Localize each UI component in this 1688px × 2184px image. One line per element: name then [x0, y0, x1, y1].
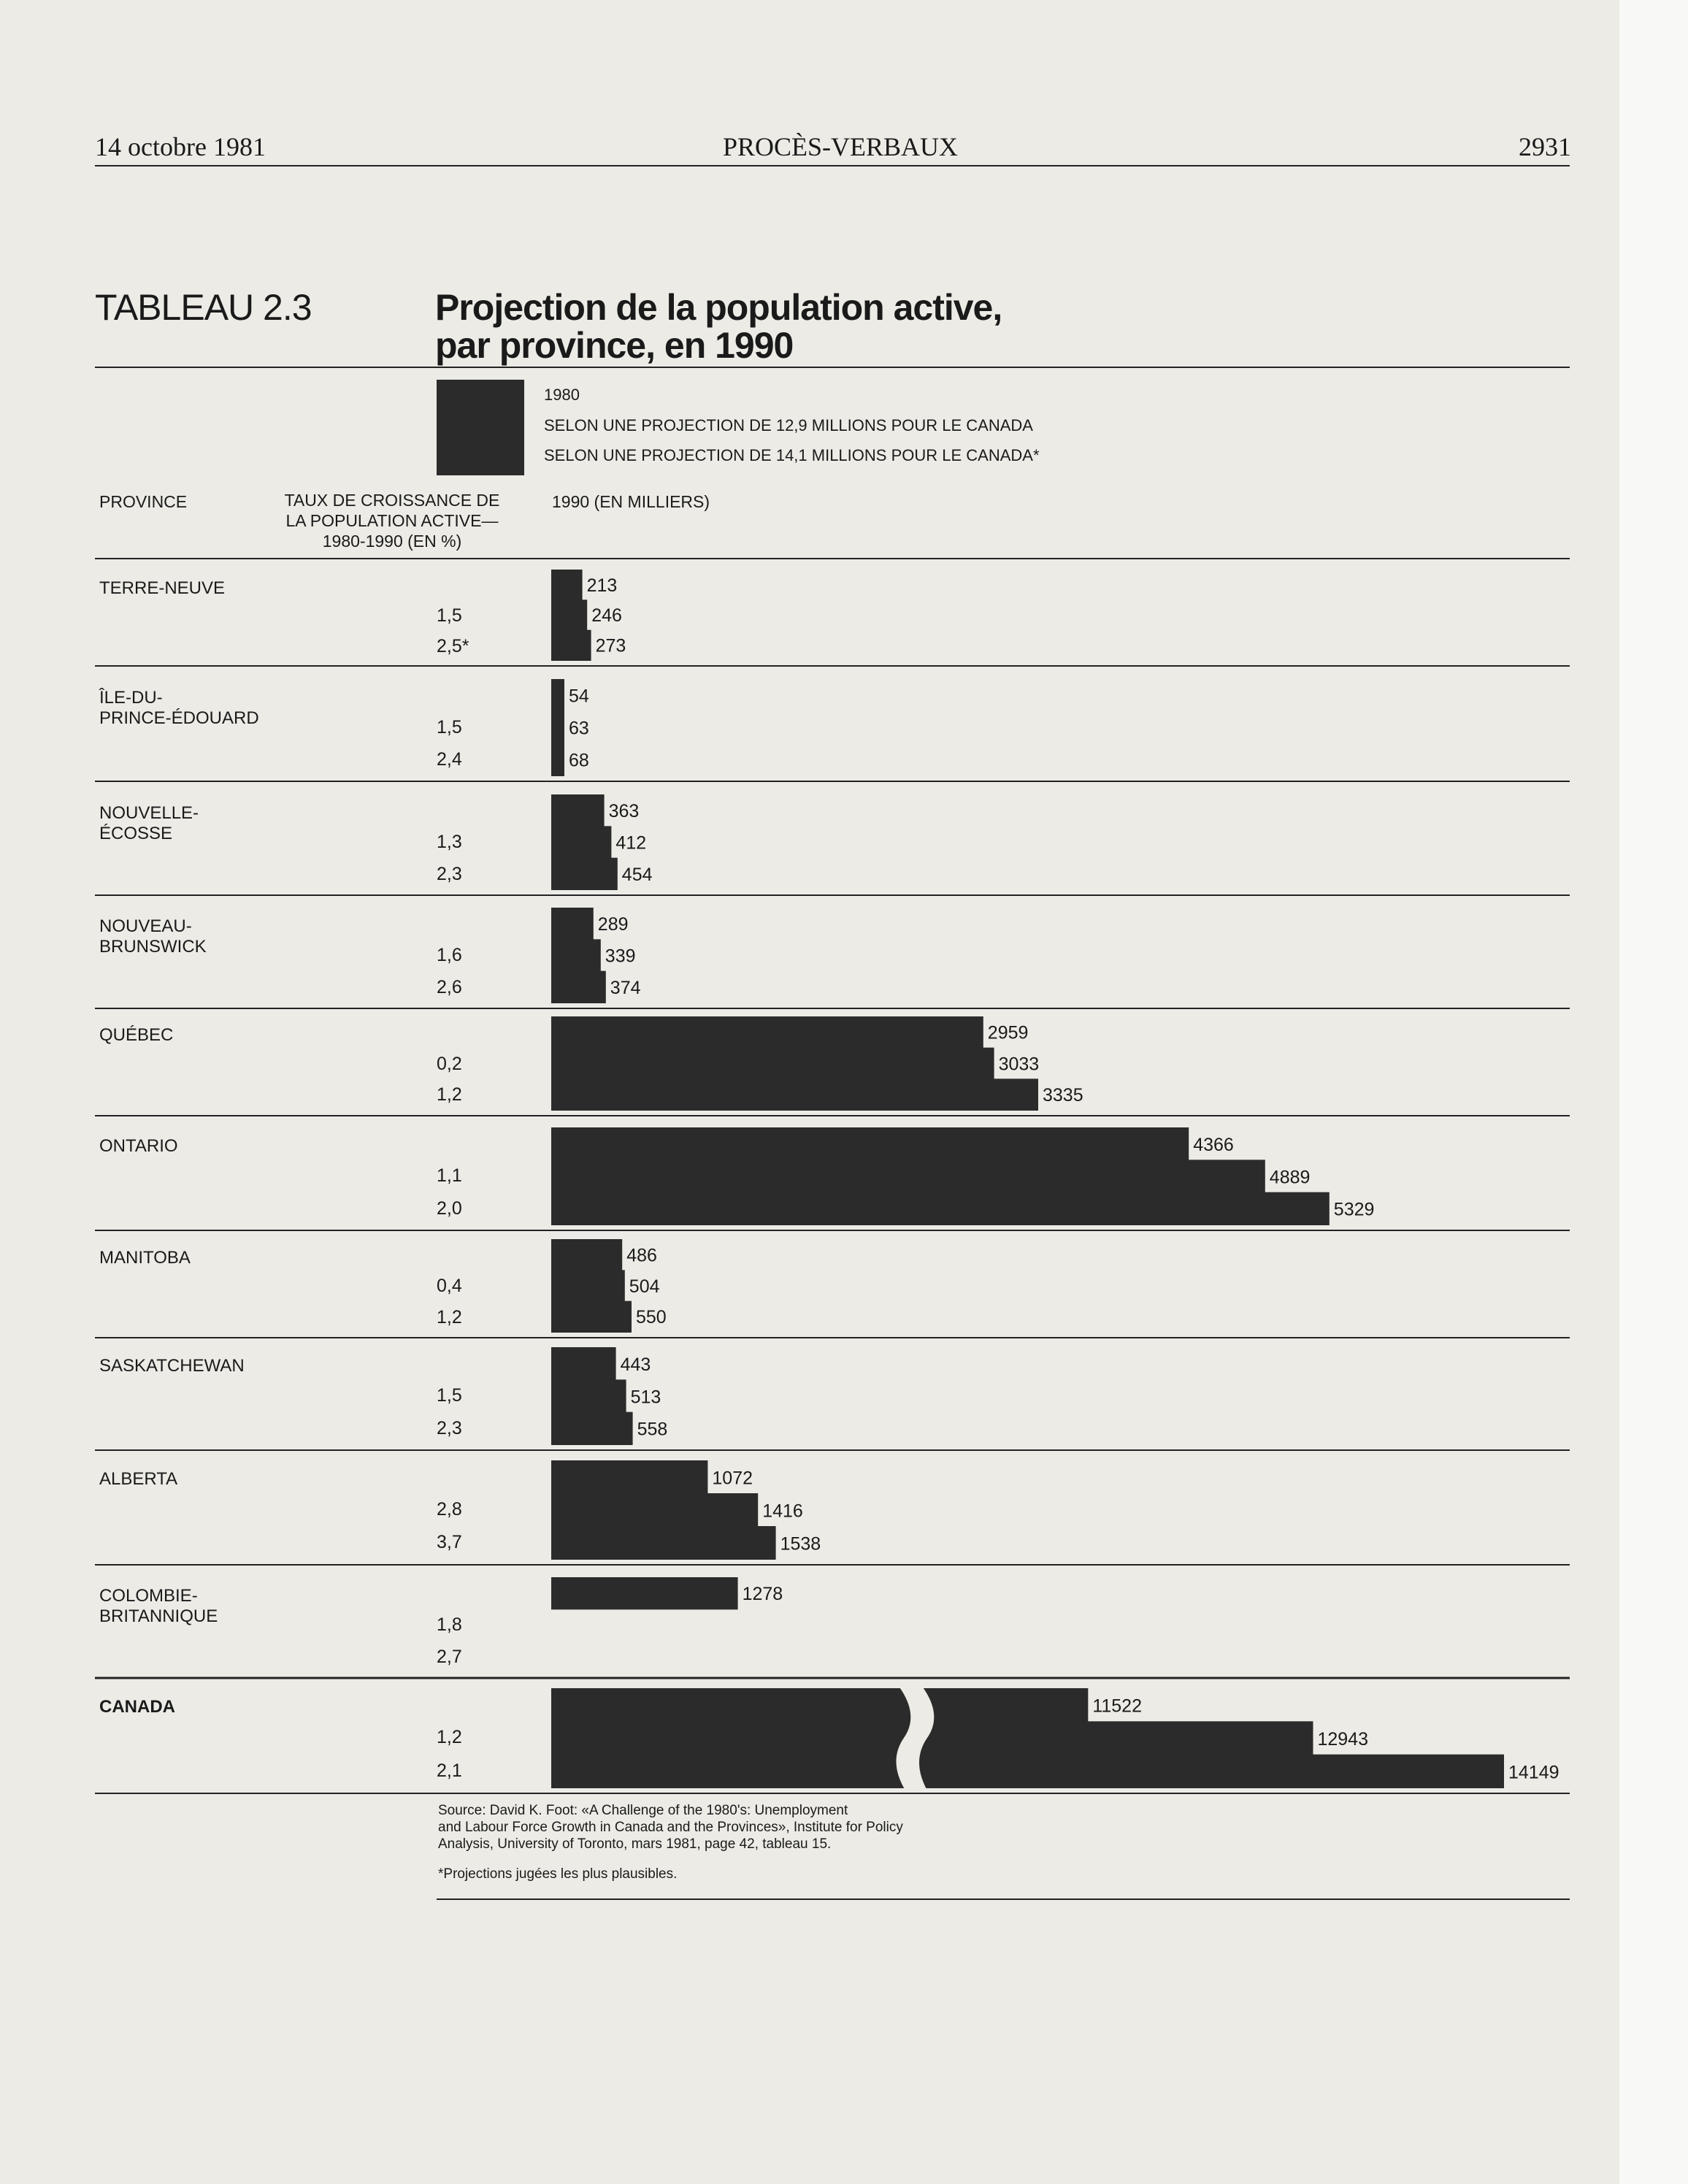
growth-rate: 2,5*	[437, 635, 469, 656]
bar-segment	[551, 743, 564, 776]
province-name-line: TERRE-NEUVE	[99, 578, 226, 598]
province-bar-group	[551, 1127, 1374, 1225]
province-bar-group	[551, 1016, 1083, 1111]
bar-value-label: 14149	[1508, 1762, 1560, 1783]
bar-segment	[551, 1688, 1088, 1722]
province-name-line: SASKATCHEWAN	[99, 1356, 245, 1376]
bar-value-label: 2959	[987, 1022, 1029, 1043]
bar-value-label: 3033	[998, 1054, 1040, 1075]
province-bar-group	[551, 570, 626, 661]
bar-segment	[551, 1347, 616, 1380]
growth-rate: 1,3	[437, 832, 462, 853]
bar-segment	[551, 1078, 1038, 1111]
bar-segment	[551, 570, 583, 600]
province-name-line: ONTARIO	[99, 1136, 178, 1156]
bar-value-label: 11522	[1092, 1696, 1143, 1717]
bar-segment	[551, 971, 606, 1003]
bar-value-label: 3335	[1043, 1085, 1083, 1106]
bar-segment	[551, 1270, 625, 1301]
province-bar-group	[551, 679, 589, 776]
growth-rate: 1,5	[437, 1385, 462, 1406]
source-line-1: Source: David K. Foot: «A Challenge of the 1980's: Unemployment	[438, 1803, 848, 1818]
bar-value-label: 513	[630, 1387, 661, 1408]
growth-rate: 2,4	[437, 749, 462, 770]
province-name-line: NOUVEAU-	[99, 916, 192, 936]
province-name-line: COLOMBIE-	[99, 1586, 198, 1606]
bar-segment	[551, 1239, 622, 1271]
bar-value-label: 504	[629, 1276, 660, 1297]
growth-rate: 2,3	[437, 863, 462, 884]
growth-rate: 3,7	[437, 1532, 462, 1552]
bar-value-label: 63	[569, 718, 589, 739]
bar-value-label: 213	[586, 575, 618, 596]
province-bar-group	[551, 1460, 821, 1560]
bar-segment	[551, 1016, 983, 1049]
chart-title-line-1: Projection de la population active,	[435, 287, 1002, 328]
source-line-3: Analysis, University of Toronto, mars 1981, page 42, tableau 15.	[438, 1836, 832, 1852]
growth-rate: 1,2	[437, 1084, 462, 1106]
growth-rate: 1,2	[437, 1727, 462, 1748]
growth-rate: 2,6	[437, 976, 462, 997]
growth-rate: 1,5	[437, 717, 462, 737]
bar-value-label: 339	[605, 946, 636, 967]
province-name-line: NOUVELLE-	[99, 803, 199, 823]
column-header-province: PROVINCE	[99, 492, 188, 511]
bar-segment	[551, 599, 587, 630]
growth-rate: 2,8	[437, 1499, 462, 1520]
legend-item-1980: 1980	[544, 386, 580, 404]
bar-value-label: 363	[608, 801, 640, 822]
growth-rate: 0,4	[437, 1276, 462, 1297]
bar-segment	[551, 1160, 1265, 1192]
province-bar-group	[551, 794, 653, 890]
bar-segment	[551, 1127, 1189, 1160]
bar-value-label: 1278	[742, 1584, 783, 1605]
bar-value-label: 273	[595, 635, 626, 656]
province-name-line: ALBERTA	[99, 1469, 178, 1489]
bar-segment	[551, 1460, 707, 1494]
header-page-number: 2931	[1519, 132, 1571, 161]
header-section: PROCÈS-VERBAUX	[723, 132, 959, 161]
bar-segment	[551, 1048, 994, 1080]
column-header-values: 1990 (EN MILLIERS)	[552, 492, 710, 511]
bar-value-label: 374	[610, 977, 641, 998]
bar-segment	[551, 1493, 758, 1527]
province-name-line: CANADA	[99, 1697, 175, 1717]
bar-value-label: 1538	[780, 1533, 821, 1555]
bar-segment	[551, 679, 564, 712]
bar-value-label: 1416	[762, 1501, 803, 1522]
growth-rate: 2,3	[437, 1417, 462, 1438]
bar-segment	[551, 1192, 1330, 1225]
growth-rate: 0,2	[437, 1053, 462, 1074]
legend-item-projection-14-1: SELON UNE PROJECTION DE 14,1 MILLIONS POUR LE CANADA*	[544, 446, 1040, 464]
growth-rate: 2,7	[437, 1646, 462, 1667]
bar-segment	[551, 1379, 626, 1412]
bar-value-label: 550	[636, 1307, 667, 1328]
bar-value-label: 1072	[712, 1468, 753, 1489]
chart-title-line-2: par province, en 1990	[435, 325, 794, 366]
bar-value-label: 68	[569, 750, 589, 771]
source-line-2: and Labour Force Growth in Canada and the Provinces», Institute for Policy	[438, 1820, 903, 1835]
bar-segment	[551, 794, 605, 827]
bar-segment	[551, 1577, 738, 1609]
source-citation	[438, 1802, 993, 1852]
growth-rate: 2,0	[437, 1198, 462, 1219]
legend-item-projection-12-9: SELON UNE PROJECTION DE 12,9 MILLIONS POUR LE CANADA	[544, 416, 1033, 434]
bar-value-label: 12943	[1317, 1728, 1369, 1750]
source-footnote: *Projections jugées les plus plausibles.	[438, 1866, 678, 1882]
province-name-line: MANITOBA	[99, 1248, 191, 1268]
province-name-line: ÉCOSSE	[99, 824, 173, 843]
bar-segment	[551, 1526, 776, 1560]
table-label: TABLEAU 2.3	[95, 287, 312, 328]
bar-value-label: 412	[615, 832, 647, 854]
bar-segment	[551, 826, 611, 858]
growth-rate: 1,6	[437, 945, 462, 966]
bar-segment	[551, 939, 601, 971]
growth-rate: 1,2	[437, 1306, 462, 1327]
column-header-rate-line-1: TAUX DE CROISSANCE DE	[284, 491, 500, 510]
growth-rate: 1,8	[437, 1614, 462, 1636]
column-header-rate-line-3: 1980-1990 (EN %)	[322, 532, 462, 551]
bar-segment	[551, 1412, 633, 1445]
province-bar-group	[551, 1577, 783, 1609]
bar-value-label: 246	[591, 605, 622, 627]
bar-value-label: 443	[620, 1354, 651, 1375]
bar-segment	[551, 908, 594, 940]
province-name-line: QUÉBEC	[99, 1025, 174, 1045]
bar-segment	[551, 630, 591, 661]
province-name-line: ÎLE-DU-	[99, 688, 163, 708]
bar-value-label: 4366	[1193, 1134, 1234, 1155]
province-name-line: BRITANNIQUE	[99, 1606, 218, 1626]
bar-segment	[551, 1755, 1504, 1788]
bar-value-label: 289	[597, 914, 629, 935]
header-date: 14 octobre 1981	[95, 132, 266, 161]
bar-segment	[551, 858, 618, 890]
province-bar-group	[551, 1347, 667, 1445]
province-bar-group	[551, 1239, 667, 1333]
bar-value-label: 5329	[1333, 1199, 1375, 1220]
bar-value-label: 486	[626, 1245, 657, 1266]
province-name-line: BRUNSWICK	[99, 937, 207, 957]
bar-value-label: 4889	[1269, 1167, 1311, 1188]
province-bar-group	[551, 1685, 1560, 1790]
bar-segment	[551, 1301, 632, 1333]
bar-value-label: 454	[621, 864, 653, 885]
growth-rate: 2,1	[437, 1760, 462, 1781]
growth-rate: 1,1	[437, 1165, 462, 1187]
bar-segment	[551, 711, 564, 744]
province-name-line: PRINCE-ÉDOUARD	[99, 708, 259, 728]
column-header-rate-line-2: LA POPULATION ACTIVE—	[285, 511, 499, 530]
bar-value-label: 558	[637, 1419, 668, 1440]
growth-rate: 1,5	[437, 605, 462, 627]
bottom-rule	[437, 1898, 1570, 1900]
bar-value-label: 54	[569, 686, 589, 707]
province-bar-group	[551, 908, 641, 1003]
